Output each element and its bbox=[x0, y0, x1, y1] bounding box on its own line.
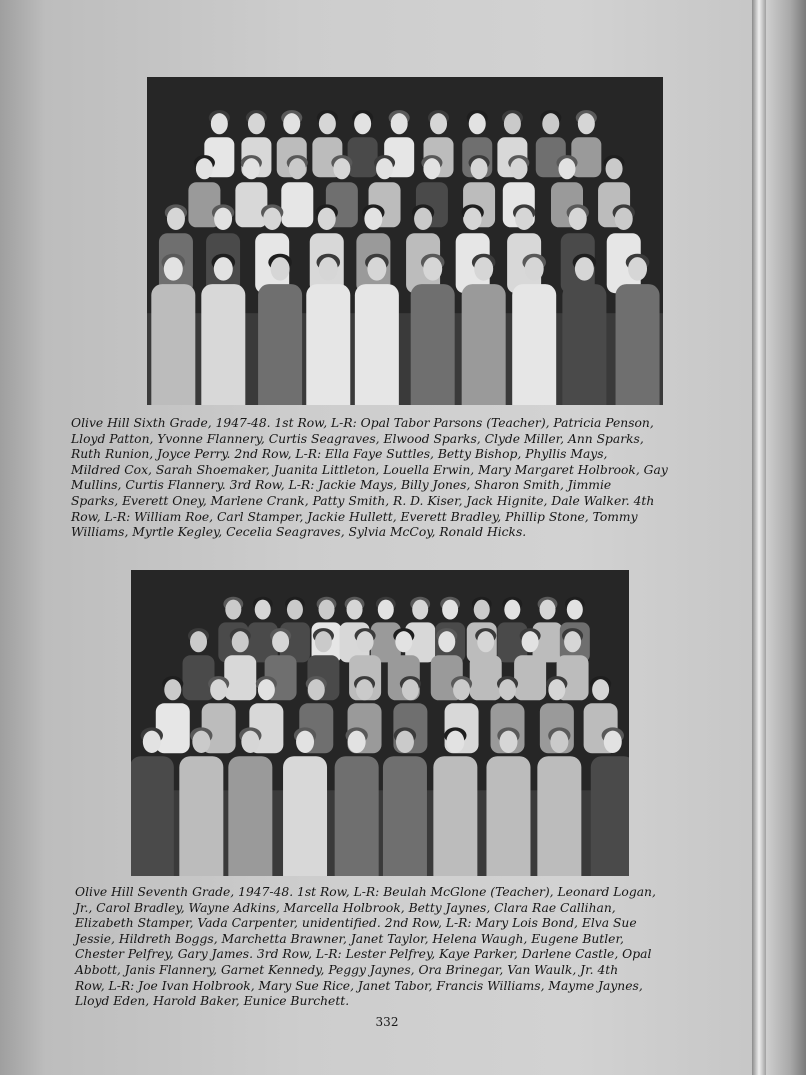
seventh-grade-class-photo bbox=[131, 570, 629, 876]
sixth-grade-class-photo bbox=[147, 77, 663, 405]
seventh-grade-caption: Olive Hill Seventh Grade, 1947-48. 1st Row, L-R: Beulah McGlone (Teacher), Leonard Logan, Jr., Carol Bradley, Wayne Adkins, Marcella Holbrook, Betty Jaynes, Clara Rae Callihan, Elizabeth Stamper, Vada Carpenter, unidentified. 2nd Row, L-R: Mary Lois Bond, Elva Sue Jessie, Hildreth Boggs, Marchetta Brawner, Janet Taylor, Helena Waugh, Eugene Butler, Chester Pelfrey, Gary James. 3rd Row, L-R: Lester Pelfrey, Kaye Parker, Darlene Castle, Opal Abbott, Janis Flannery, Garnet Kennedy, Peggy Jaynes, Ora Brinegar, Van Waulk, Jr. 4th Row, L-R: Joe Ivan Holbrook, Mary Sue Rice, Janet Tabor, Francis Williams, Mayme Jaynes, Lloyd Eden, Harold Baker, Eunice Burchett. bbox=[75, 885, 656, 1009]
sixth-grade-caption: Olive Hill Sixth Grade, 1947-48. 1st Row, L-R: Opal Tabor Parsons (Teacher), Patricia Penson, Lloyd Patton, Yvonne Flannery, Curtis Seagraves, Elwood Sparks, Clyde Miller, Ann Sparks, Ruth Runion, Joyce Perry. 2nd Row, L-R: Ella Faye Suttles, Betty Bishop, Phyllis Mays, Mildred Cox, Sarah Shoemaker, Juanita Littleton, Louella Erwin, Mary Margaret Holbrook, Gay Mullins, Curtis Flannery. 3rd Row, L-R: Jackie Mays, Billy Jones, Sharon Smith, Jimmie Sparks, Everett Oney, Marlene Crank, Patty Smith, R. D. Kiser, Jack Hignite, Dale Walker. 4th Row, L-R: William Roe, Carl Stamper, Jackie Hullett, Everett Bradley, Phillip Stone, Tommy Williams, Myrtle Kegley, Cecelia Seagraves, Sylvia McCoy, Ronald Hicks. bbox=[71, 416, 668, 540]
adjacent-page-edge bbox=[766, 0, 806, 1075]
photo-figures bbox=[131, 570, 629, 876]
photo-figures bbox=[147, 77, 663, 405]
book-spine bbox=[752, 0, 766, 1075]
page-number: 332 bbox=[375, 1015, 399, 1029]
